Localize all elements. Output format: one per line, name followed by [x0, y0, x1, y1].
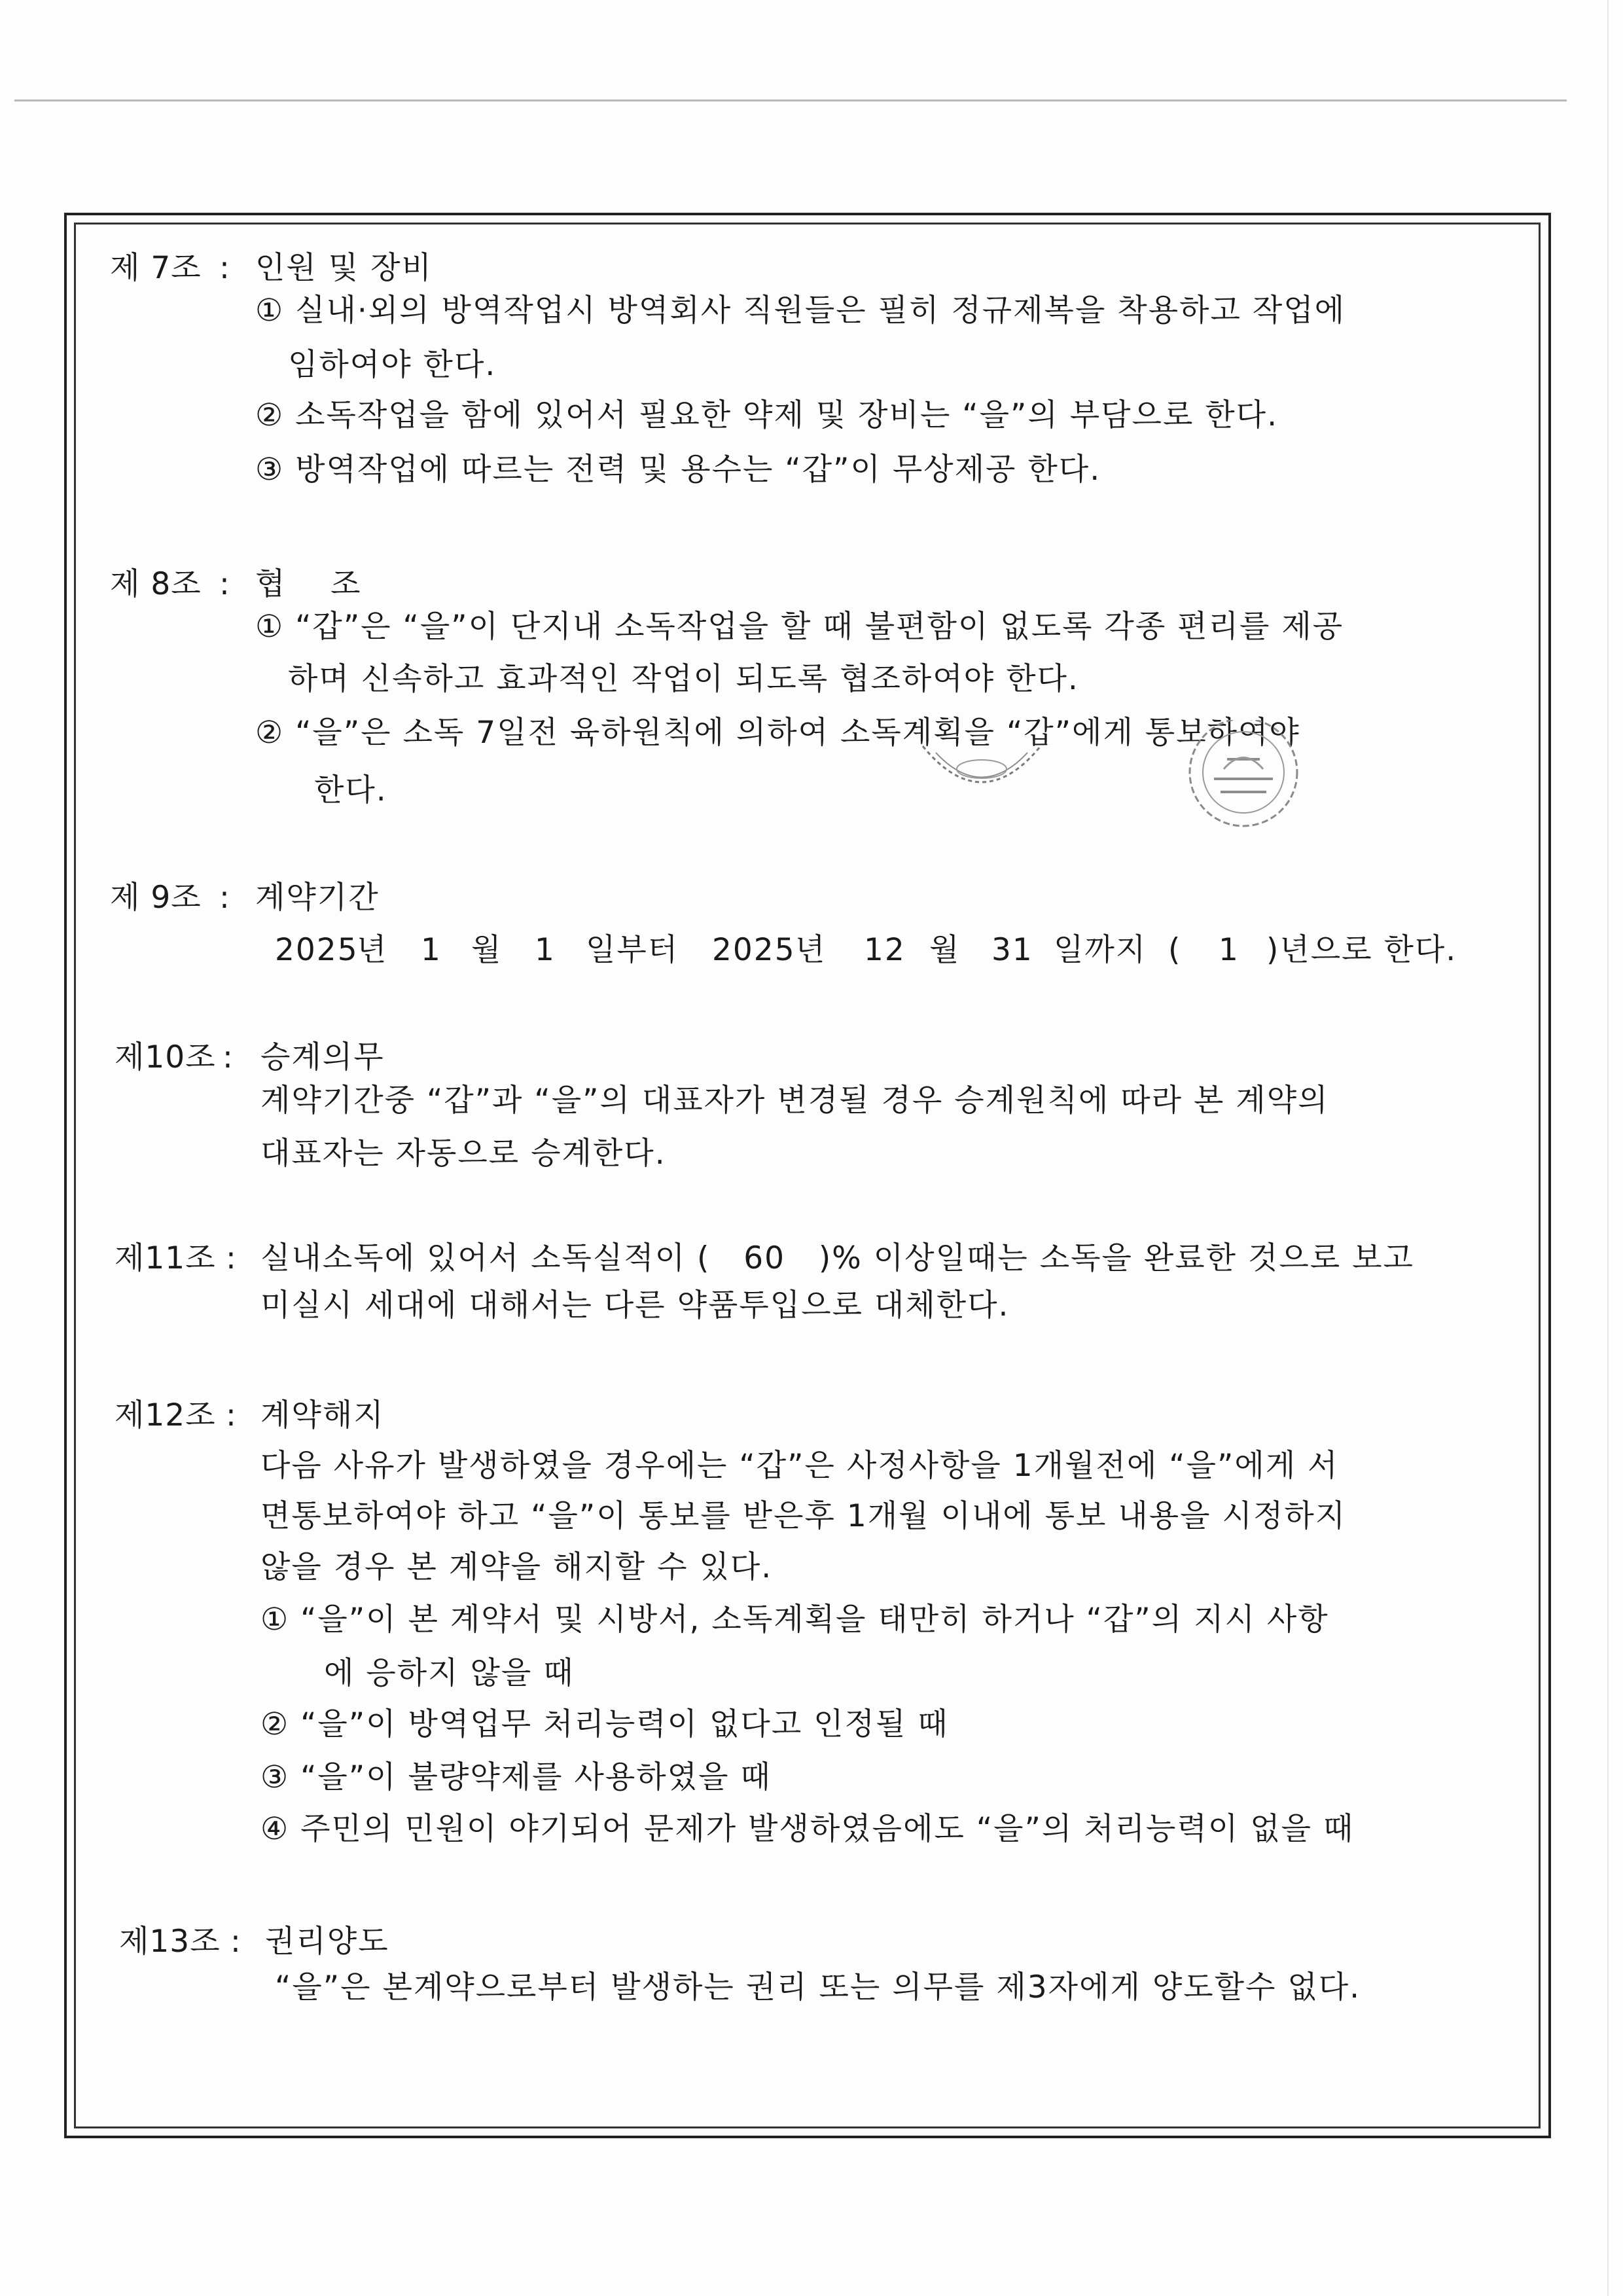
- period-end-year: 2025: [712, 932, 796, 968]
- article-8-item: 하며 신속하고 효과적인 작업이 되도록 협조하여야 한다.: [288, 661, 1079, 697]
- article-11-line: 실내소독에 있어서 소독실적이 ( 60 )% 이상일때는 소독을 완료한 것으로 보고: [260, 1240, 1414, 1276]
- article-10-separator: :: [223, 1039, 233, 1075]
- article-9-title: 계약기간: [255, 880, 380, 916]
- article-12-line: 면통보하여야 하고 “을”이 통보를 받은후 1개월 이내에 통보 내용을 시정하지: [260, 1498, 1347, 1534]
- article-13-label: 제13조: [119, 1924, 221, 1960]
- article-11-line: 미실시 세대에 대해서는 다른 약품투입으로 대체한다.: [260, 1287, 1010, 1323]
- article-8-label: 제 8조: [110, 566, 202, 602]
- article-8-title: 협 조: [255, 566, 362, 602]
- article-7-separator: :: [219, 250, 230, 286]
- period-unit-to: 일까지: [1054, 932, 1147, 968]
- article-10-line: 계약기간중 “갑”과 “을”의 대표자가 변경될 경우 승계원칙에 따라 본 계약의: [260, 1083, 1329, 1119]
- article-7-item: 임하여야 한다.: [288, 347, 497, 383]
- period-unit-month: 월: [471, 932, 503, 968]
- article-12-label: 제12조: [115, 1397, 216, 1433]
- article-13-line: “을”은 본계약으로부터 발생하는 권리 또는 의무를 제3자에게 양도할수 없다.: [275, 1969, 1361, 2005]
- article-7-item: ② 소독작업을 함에 있어서 필요한 약제 및 장비는 “을”의 부담으로 한다.: [255, 397, 1279, 433]
- seal-stamp-left: [916, 740, 1047, 805]
- article-10-title: 승계의무: [260, 1039, 385, 1075]
- article-12-item: ③ “을”이 불량약제를 사용하였을 때: [260, 1759, 772, 1795]
- period-paren-open: (: [1168, 932, 1182, 968]
- period-unit-year: 년: [357, 932, 388, 968]
- article-10-label: 제10조: [115, 1039, 216, 1075]
- article-8-item: ② “을”은 소독 7일전 육하원칙에 의하여 소독계획을 “갑”에게 통보하여야: [255, 715, 1300, 751]
- period-unit-month: 월: [929, 932, 961, 968]
- article-13-separator: :: [230, 1924, 241, 1960]
- article-7-item: ① 실내·외의 방역작업시 방역회사 직원들은 필히 정규제복을 착용하고 작업에: [255, 293, 1346, 329]
- article-12-item: ① “을”이 본 계약서 및 시방서, 소독계획을 태만히 하거나 “갑”의 지시 사항: [260, 1602, 1329, 1638]
- period-start-month: 1: [421, 932, 442, 968]
- article-12-item: ④ 주민의 민원이 야기되어 문제가 발생하였음에도 “을”의 처리능력이 없을 때: [260, 1811, 1355, 1847]
- period-start-year: 2025: [275, 932, 359, 968]
- article-12-line: 다음 사유가 발생하였을 경우에는 “갑”은 사정사항을 1개월전에 “을”에게 서: [260, 1448, 1339, 1484]
- article-11-separator: :: [226, 1240, 236, 1276]
- article-10-line: 대표자는 자동으로 승계한다.: [260, 1136, 666, 1172]
- page-right-edge: [1607, 0, 1609, 2296]
- period-end-day: 31: [991, 932, 1033, 968]
- article-12-item: ② “을”이 방역업무 처리능력이 없다고 인정될 때: [260, 1706, 949, 1742]
- article-9-label: 제 9조: [110, 880, 202, 916]
- article-13-title: 권리양도: [265, 1924, 389, 1960]
- article-9-separator: :: [219, 880, 230, 916]
- article-11-label: 제11조: [115, 1240, 216, 1276]
- article-12-title: 계약해지: [260, 1397, 385, 1433]
- article-12-item: 에 응하지 않을 때: [324, 1655, 575, 1691]
- period-start-day: 1: [535, 932, 556, 968]
- article-7-label: 제 7조: [110, 250, 202, 286]
- article-8-item: ① “갑”은 “을”이 단지내 소독작업을 할 때 불편함이 없도록 각종 편리를 제공: [255, 609, 1344, 645]
- article-8-separator: :: [219, 566, 230, 602]
- article-12-line: 않을 경우 본 계약을 해지할 수 있다.: [260, 1549, 773, 1585]
- period-tail: )년으로 한다.: [1266, 932, 1457, 968]
- period-unit-from: 일부터: [586, 932, 679, 968]
- page-top-rule: [14, 99, 1567, 101]
- seal-stamp-right: [1175, 720, 1312, 831]
- article-8-item: 한다.: [314, 772, 387, 808]
- article-7-item: ③ 방역작업에 따르는 전력 및 용수는 “갑”이 무상제공 한다.: [255, 452, 1101, 488]
- period-unit-year: 년: [795, 932, 827, 968]
- contract-period-row: [0, 931, 1623, 970]
- article-12-separator: :: [226, 1397, 236, 1433]
- period-end-month: 12: [864, 932, 906, 968]
- article-7-title: 인원 및 장비: [255, 250, 433, 286]
- period-years: 1: [1219, 932, 1240, 968]
